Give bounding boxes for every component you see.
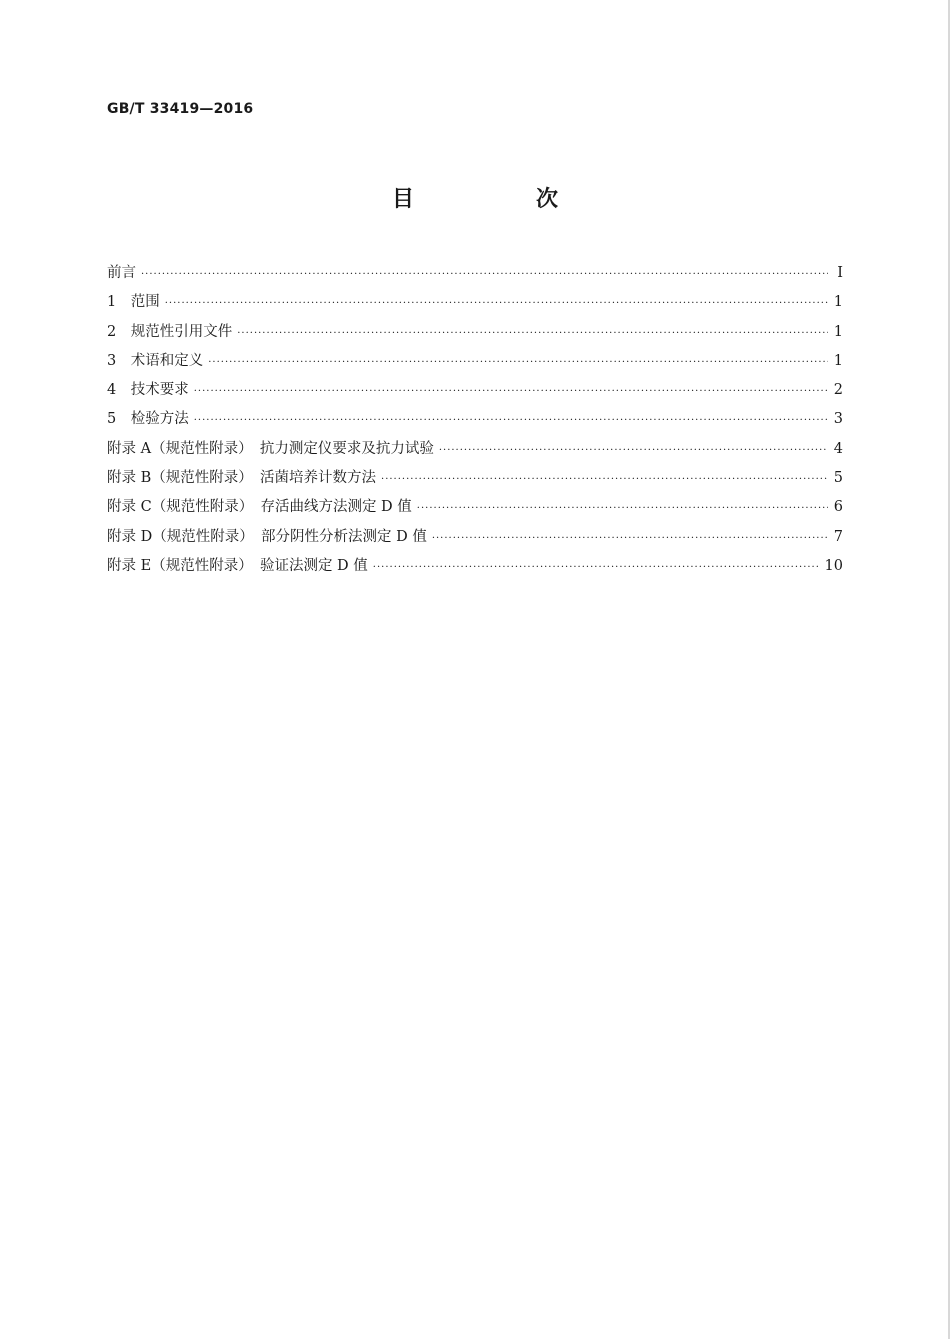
toc-page-number: 5 — [833, 470, 843, 487]
toc-entry-label: 附录 E（规范性附录） 验证法测定 D 值 — [107, 557, 368, 574]
toc-entry-annex-d[interactable] — [107, 523, 843, 552]
toc-entry-annex-a[interactable] — [107, 435, 843, 464]
toc-dot-leader — [439, 436, 828, 465]
toc-entry-label: 附录 D（规范性附录） 部分阴性分析法测定 D 值 — [107, 528, 427, 545]
toc-page-number: 10 — [824, 557, 843, 574]
toc-page-number: 1 — [833, 352, 843, 369]
standard-code: GB/T 33419—2016 — [107, 101, 254, 117]
toc-entry-label: 3 术语和定义 — [107, 352, 204, 369]
toc-dot-leader — [141, 260, 828, 289]
toc-entry-label: 4 技术要求 — [107, 382, 189, 399]
toc-entry-label: 附录 A（规范性附录） 抗力测定仪要求及抗力试验 — [107, 440, 434, 457]
toc-entry-normative-references[interactable] — [107, 318, 843, 347]
toc-title: 目 次 — [391, 187, 608, 212]
toc-entry-label: 附录 B（规范性附录） 活菌培养计数方法 — [107, 470, 377, 487]
toc-dot-leader — [194, 377, 828, 406]
toc-entry-annex-e[interactable] — [107, 552, 843, 581]
toc-page-number: 7 — [833, 528, 843, 545]
toc-page-number: 1 — [833, 323, 843, 340]
toc-entry-annex-b[interactable] — [107, 464, 843, 493]
toc-page-number: 4 — [833, 440, 843, 457]
toc-entry-test-methods[interactable] — [107, 405, 843, 434]
toc-dot-leader — [417, 494, 828, 523]
toc-page-number: 3 — [833, 411, 843, 428]
toc-entry-annex-c[interactable] — [107, 493, 843, 522]
toc-dot-leader — [208, 348, 828, 377]
toc-dot-leader — [381, 465, 828, 494]
toc-dot-leader — [373, 553, 820, 582]
toc-dot-leader — [165, 289, 828, 318]
toc-page-number: Ⅰ — [837, 265, 843, 281]
toc-entry-label: 前言 — [107, 265, 136, 281]
toc-entry-foreword[interactable] — [107, 259, 843, 288]
toc-entry-label: 1 范围 — [107, 294, 160, 311]
toc-entry-scope[interactable] — [107, 288, 843, 317]
toc-dot-leader — [194, 406, 828, 435]
toc-page-number: 1 — [833, 294, 843, 311]
toc-entry-label: 2 规范性引用文件 — [107, 323, 233, 340]
toc-page-number: 2 — [833, 382, 843, 399]
toc-page-number: 6 — [833, 499, 843, 516]
toc-dot-leader — [432, 524, 828, 553]
toc-entry-terms-definitions[interactable] — [107, 347, 843, 376]
toc-entry-label: 附录 C（规范性附录） 存活曲线方法测定 D 值 — [107, 499, 412, 516]
toc-entry-label: 5 检验方法 — [107, 411, 189, 428]
table-of-contents — [107, 259, 843, 581]
toc-dot-leader — [237, 319, 828, 348]
toc-entry-technical-requirements[interactable] — [107, 376, 843, 405]
